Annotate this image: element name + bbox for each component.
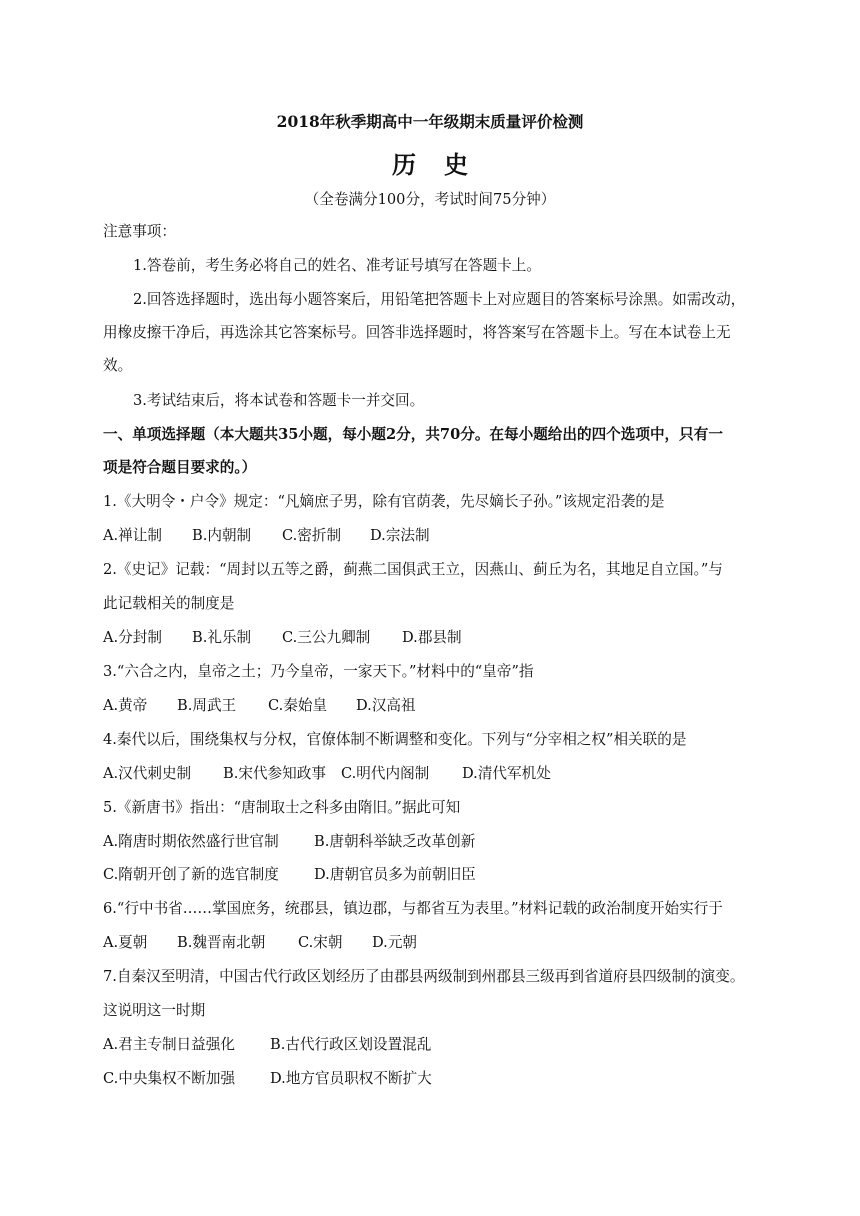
question-stem: 7.自秦汉至明清，中国古代行政区划经历了由郡县两级制到州郡县三级再到省道府县四级制的演变。: [103, 968, 745, 985]
option: C.明代内阁制: [341, 765, 430, 782]
option: B.唐朝科举缺乏改革创新: [314, 833, 476, 850]
option: C.三公九卿制: [282, 629, 371, 646]
option: D.清代军机处: [462, 765, 551, 782]
exam-meta: （全卷满分100分，考试时间75分钟）: [304, 191, 556, 208]
option: A.君主专制日益强化: [103, 1036, 235, 1053]
question-options: [103, 865, 476, 885]
option: D.郡县制: [402, 629, 462, 646]
option: B.周武王: [177, 697, 237, 714]
question-stem: 1.《大明令・户令》规定：“凡嫡庶子男，除有官荫袭，先尽嫡长子孙。”该规定沿袭的是: [103, 493, 665, 510]
question-stem: 5.《新唐书》指出：“唐制取士之科多由隋旧。”据此可知: [103, 799, 461, 816]
option: D.元朝: [372, 934, 418, 951]
option: B.内朝制: [192, 527, 252, 544]
question-stem-continued: 此记载相关的制度是: [103, 595, 235, 612]
question-stem: 4.秦代以后，围绕集权与分权，官僚体制不断调整和变化。下列与“分宰相之权”相关联的是: [103, 731, 687, 748]
question-options: [103, 832, 475, 852]
option: A.分封制: [103, 629, 162, 646]
note-item: 1.答卷前，考生务必将自己的姓名、准考证号填写在答题卡上。: [133, 257, 541, 274]
option: B.礼乐制: [192, 629, 252, 646]
option: D.宗法制: [370, 527, 430, 544]
question-stem: 2.《史记》记载：“周封以五等之爵，蓟燕二国俱武王立，因燕山、蓟丘为名，其地足自立国。”与: [103, 561, 723, 578]
option: C.宋朝: [298, 934, 343, 951]
notes-heading: 注意事项：: [103, 223, 176, 240]
question-options: [103, 526, 430, 546]
note-item-continued: 用橡皮擦干净后，再选涂其它答案标号。回答非选择题时，将答案写在答题卡上。写在本试卷上无: [103, 324, 731, 341]
note-item-continued: 效。: [103, 357, 133, 374]
option: B.古代行政区划设置混乱: [270, 1036, 432, 1053]
question-options: [103, 696, 416, 716]
question-options: [103, 933, 417, 953]
option: D.唐朝官员多为前朝旧臣: [314, 866, 476, 883]
option: C.中央集权不断加强: [103, 1070, 236, 1087]
option: A.隋唐时期依然盛行世官制: [103, 833, 279, 850]
section-heading: 一、单项选择题（本大题共35小题，每小题2分，共70分。在每小题给出的四个选项中，只有一: [103, 426, 723, 443]
option: C.密折制: [282, 527, 342, 544]
subject-char: 史: [444, 150, 468, 179]
question-stem-continued: 这说明这一时期: [103, 1002, 206, 1019]
option: C.隋朝开创了新的选官制度: [103, 866, 279, 883]
option: A.汉代刺史制: [103, 765, 192, 782]
option: A.禅让制: [103, 527, 162, 544]
question-options: [103, 1069, 432, 1089]
question-options: [103, 628, 462, 648]
note-item: 2.回答选择题时，选出每小题答案后，用铅笔把答题卡上对应题目的答案标号涂黑。如需改动，: [133, 291, 746, 308]
question-stem: 6.“行中书省……掌国庶务，统郡县，镇边郡，与都省互为表里。”材料记载的政治制度开始实行于: [103, 900, 723, 917]
option: C.秦始皇: [268, 697, 328, 714]
question-options: [103, 764, 551, 784]
option: B.宋代参知政事: [223, 765, 326, 782]
option: D.地方官员职权不断扩大: [270, 1070, 432, 1087]
question-options: [103, 1035, 431, 1055]
subject-char: 历: [392, 150, 416, 179]
note-item: 3.考试结束后，将本试卷和答题卡一并交回。: [133, 392, 425, 409]
option: D.汉高祖: [356, 697, 416, 714]
option: A.黄帝: [103, 697, 148, 714]
option: A.夏朝: [103, 934, 148, 951]
option: B.魏晋南北朝: [177, 934, 266, 951]
subject-title: [0, 145, 860, 180]
exam-title: 2018年秋季期高中一年级期末质量评价检测: [276, 112, 584, 131]
question-stem: 3.“六合之内，皇帝之土；乃今皇帝，一家天下。”材料中的“皇帝”指: [103, 663, 534, 680]
section-heading-continued: 项是符合题目要求的。）: [103, 459, 257, 476]
